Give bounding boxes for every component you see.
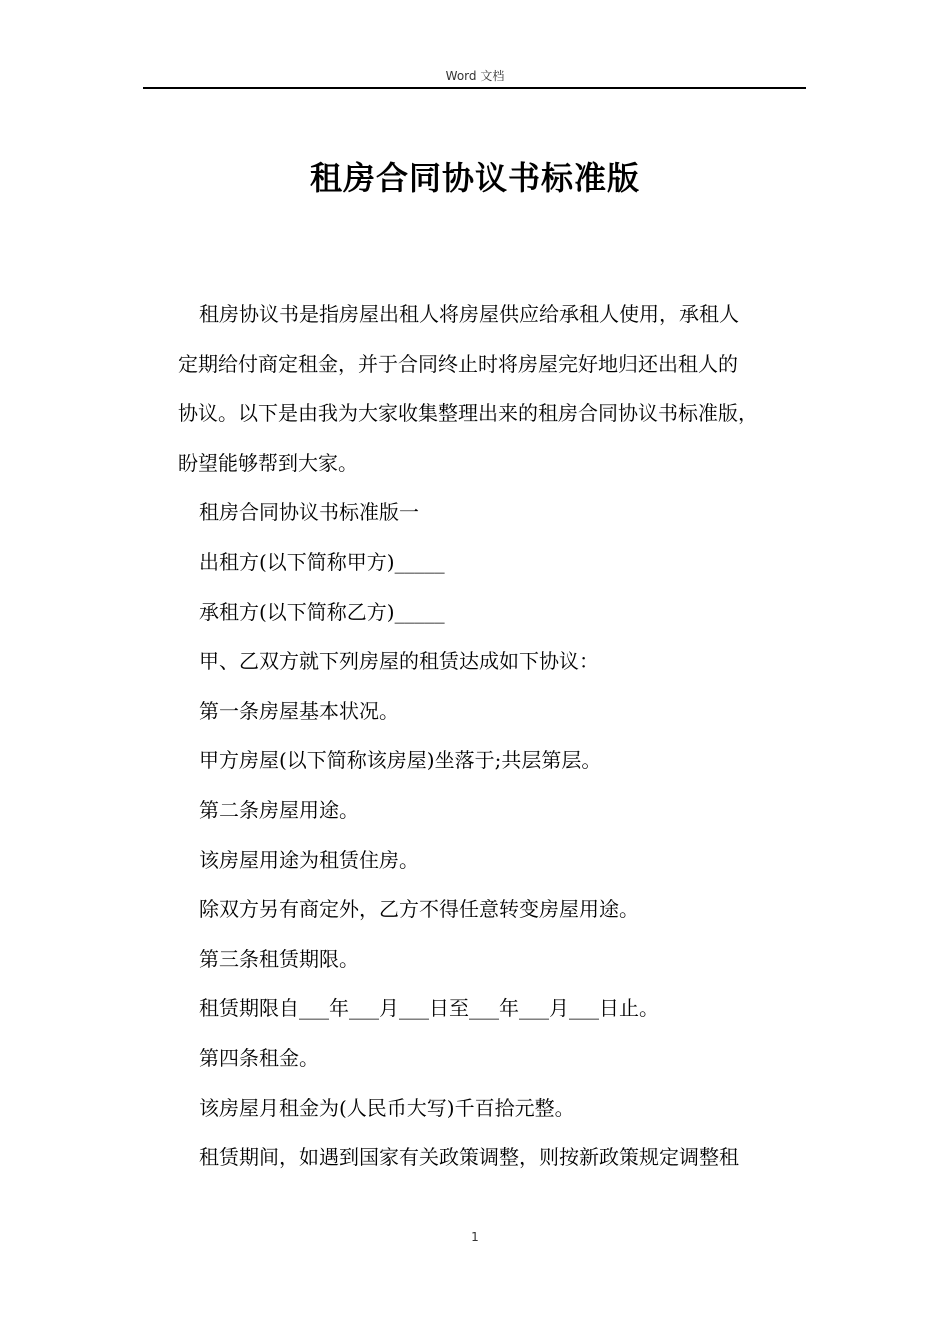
paragraph: 甲方房屋(以下简称该房屋)坐落于;共层第层。 — [199, 748, 602, 773]
page-header-label: Word 文档 — [445, 69, 505, 83]
paragraph: 除双方另有商定外，乙方不得任意转变房屋用途。 — [199, 897, 639, 922]
article-heading: 第三条租赁期限。 — [199, 946, 359, 971]
header-rule — [143, 87, 806, 89]
paragraph: 租赁期限自___年___月___日至___年___月___日止。 — [199, 996, 659, 1021]
paragraph: 租赁期间，如遇到国家有关政策调整，则按新政策规定调整租 — [199, 1145, 739, 1170]
paragraph-agreement: 甲、乙双方就下列房屋的租赁达成如下协议： — [199, 649, 599, 674]
section-heading: 租房合同协议书标准版一 — [199, 500, 419, 525]
paragraph-lessee: 承租方(以下简称乙方)_____ — [199, 599, 445, 624]
paragraph-lessor: 出租方(以下简称甲方)_____ — [199, 549, 445, 574]
article-heading: 第二条房屋用途。 — [199, 797, 359, 822]
paragraph: 该房屋用途为租赁住房。 — [199, 847, 419, 872]
intro-line: 租房协议书是指房屋出租人将房屋供应给承租人使用，承租人 — [199, 302, 739, 326]
paragraph: 该房屋月租金为(人民币大写)千百拾元整。 — [199, 1095, 575, 1120]
page-number: 1 — [471, 1230, 479, 1244]
intro-line: 协议。以下是由我为大家收集整理出来的租房合同协议书标准版， — [178, 401, 758, 426]
article-heading: 第四条租金。 — [199, 1045, 319, 1070]
intro-line: 盼望能够帮到大家。 — [178, 450, 358, 475]
intro-line: 定期给付商定租金，并于合同终止时将房屋完好地归还出租人的 — [178, 351, 738, 376]
document-title: 租房合同协议书标准版 — [309, 159, 640, 197]
intro-paragraph — [178, 290, 808, 488]
article-heading: 第一条房屋基本状况。 — [199, 698, 399, 723]
document-body — [178, 290, 808, 1183]
